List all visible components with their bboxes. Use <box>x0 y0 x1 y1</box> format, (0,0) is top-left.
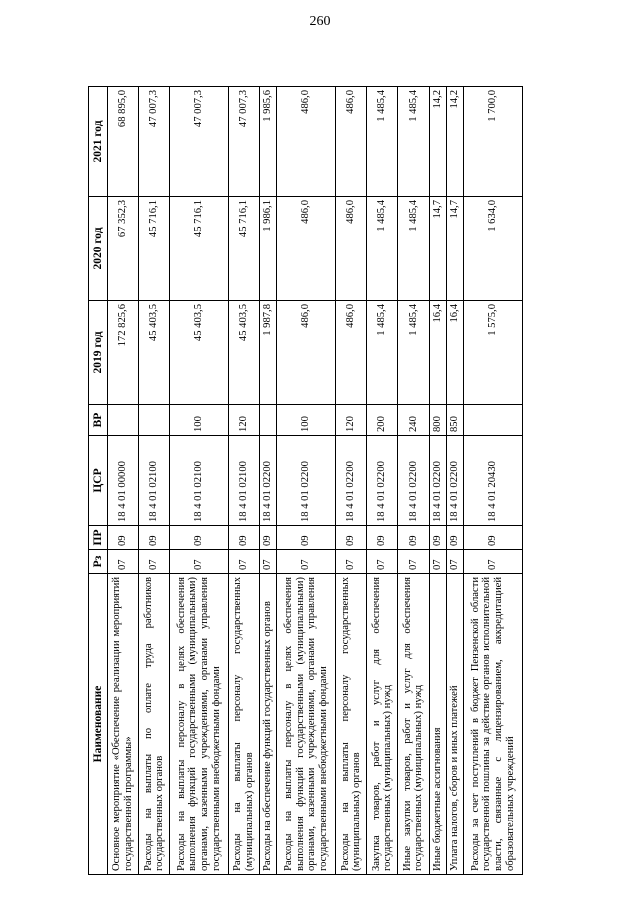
cell-name: Расходы на выплаты персоналу государственных (муниципальных) органов <box>336 574 367 875</box>
cell-y2020: 1 634,0 <box>464 197 523 301</box>
cell-name: Иные закупки товаров, работ и услуг для обеспечения государственных (муниципальных) нужд <box>398 574 429 875</box>
cell-csr: 18 4 01 02200 <box>260 436 277 526</box>
table-row <box>429 87 446 875</box>
col-header-pr: ПР <box>89 526 108 550</box>
cell-rz: 07 <box>260 550 277 574</box>
cell-y2021: 1 485,4 <box>367 87 398 197</box>
cell-pr: 09 <box>464 526 523 550</box>
cell-vr: 120 <box>228 405 259 436</box>
table-row <box>367 87 398 875</box>
col-header-rz: Рз <box>89 550 108 574</box>
cell-name: Расходы на выплаты персоналу в целях обеспечения выполнения функций государственными (муниципальными) органами, казенными учреждениями, органами управления государственными внебюджетными фондами <box>170 574 229 875</box>
cell-csr: 18 4 01 00000 <box>108 436 139 526</box>
cell-rz: 07 <box>398 550 429 574</box>
cell-y2020: 45 716,1 <box>228 197 259 301</box>
rotated-table-container <box>88 87 523 875</box>
cell-y2020: 14,7 <box>446 197 463 301</box>
cell-y2021: 47 007,3 <box>170 87 229 197</box>
cell-rz: 07 <box>336 550 367 574</box>
cell-pr: 09 <box>139 526 170 550</box>
cell-pr: 09 <box>170 526 229 550</box>
cell-y2019: 486,0 <box>336 301 367 405</box>
cell-csr: 18 4 01 20430 <box>464 436 523 526</box>
cell-pr: 09 <box>277 526 336 550</box>
cell-y2021: 68 895,0 <box>108 87 139 197</box>
cell-y2019: 1 987,8 <box>260 301 277 405</box>
cell-y2019: 1 485,4 <box>398 301 429 405</box>
cell-y2020: 14,7 <box>429 197 446 301</box>
cell-csr: 18 4 01 02100 <box>170 436 229 526</box>
col-header-2021: 2021 год <box>89 87 108 197</box>
cell-vr <box>139 405 170 436</box>
cell-y2021: 47 007,3 <box>139 87 170 197</box>
table-row <box>228 87 259 875</box>
cell-y2020: 1 485,4 <box>398 197 429 301</box>
cell-name: Расходы на выплаты по оплате труда работников государственных органов <box>139 574 170 875</box>
cell-pr: 09 <box>367 526 398 550</box>
cell-pr: 09 <box>108 526 139 550</box>
cell-y2019: 16,4 <box>429 301 446 405</box>
cell-csr: 18 4 01 02200 <box>446 436 463 526</box>
cell-rz: 07 <box>170 550 229 574</box>
cell-vr: 200 <box>367 405 398 436</box>
table-row <box>139 87 170 875</box>
cell-rz: 07 <box>367 550 398 574</box>
cell-y2019: 45 403,5 <box>170 301 229 405</box>
cell-y2019: 172 825,6 <box>108 301 139 405</box>
cell-rz: 07 <box>429 550 446 574</box>
cell-pr: 09 <box>429 526 446 550</box>
cell-vr: 800 <box>429 405 446 436</box>
table-row <box>170 87 229 875</box>
cell-pr: 09 <box>228 526 259 550</box>
cell-y2020: 486,0 <box>336 197 367 301</box>
cell-rz: 07 <box>108 550 139 574</box>
cell-csr: 18 4 01 02100 <box>139 436 170 526</box>
cell-y2020: 45 716,1 <box>170 197 229 301</box>
cell-vr <box>464 405 523 436</box>
col-header-2020: 2020 год <box>89 197 108 301</box>
cell-y2019: 1 485,4 <box>367 301 398 405</box>
cell-pr: 09 <box>446 526 463 550</box>
table-row <box>260 87 277 875</box>
cell-name: Расходы на обеспечение функций государственных органов <box>260 574 277 875</box>
cell-rz: 07 <box>228 550 259 574</box>
cell-name: Уплата налогов, сборов и иных платежей <box>446 574 463 875</box>
cell-name: Основное мероприятие «Обеспечение реализации мероприятий государственной программы» <box>108 574 139 875</box>
cell-y2021: 486,0 <box>336 87 367 197</box>
cell-csr: 18 4 01 02200 <box>336 436 367 526</box>
col-header-name: Наименование <box>89 574 108 875</box>
cell-csr: 18 4 01 02100 <box>228 436 259 526</box>
col-header-2019: 2019 год <box>89 301 108 405</box>
cell-rz: 07 <box>464 550 523 574</box>
cell-vr: 240 <box>398 405 429 436</box>
cell-pr: 09 <box>336 526 367 550</box>
cell-csr: 18 4 01 02200 <box>429 436 446 526</box>
cell-name: Расходы на выплаты персоналу государственных (муниципальных) органов <box>228 574 259 875</box>
cell-csr: 18 4 01 02200 <box>367 436 398 526</box>
cell-y2021: 14,2 <box>446 87 463 197</box>
cell-y2021: 47 007,3 <box>228 87 259 197</box>
cell-vr: 100 <box>170 405 229 436</box>
cell-vr <box>260 405 277 436</box>
cell-y2019: 486,0 <box>277 301 336 405</box>
cell-name: Расходы за счет поступлений в бюджет Пензенской области государственной пошлины за действие органов исполнительной власти, связанные с лицензированием, аккредитацией образовательных учреждений <box>464 574 523 875</box>
rotated-table-wrapper <box>88 87 523 875</box>
cell-y2019: 1 575,0 <box>464 301 523 405</box>
cell-y2020: 1 485,4 <box>367 197 398 301</box>
col-header-vr: ВР <box>89 405 108 436</box>
table-header-row <box>89 87 108 875</box>
table-row <box>398 87 429 875</box>
cell-y2019: 45 403,5 <box>139 301 170 405</box>
page-number: 260 <box>309 14 331 29</box>
cell-name: Иные бюджетные ассигнования <box>429 574 446 875</box>
cell-csr: 18 4 01 02200 <box>277 436 336 526</box>
budget-table <box>88 86 523 875</box>
cell-y2021: 486,0 <box>277 87 336 197</box>
table-row <box>446 87 463 875</box>
cell-vr: 850 <box>446 405 463 436</box>
cell-y2021: 1 485,4 <box>398 87 429 197</box>
cell-rz: 07 <box>139 550 170 574</box>
cell-y2019: 45 403,5 <box>228 301 259 405</box>
cell-y2019: 16,4 <box>446 301 463 405</box>
cell-pr: 09 <box>398 526 429 550</box>
col-header-csr: ЦСР <box>89 436 108 526</box>
table-row <box>108 87 139 875</box>
cell-name: Расходы на выплаты персоналу в целях обеспечения выполнения функций государственными (муниципальными) органами, казенными учреждениями, органами управления государственными внебюджетными фондами <box>277 574 336 875</box>
cell-y2020: 67 352,3 <box>108 197 139 301</box>
cell-vr: 120 <box>336 405 367 436</box>
cell-y2021: 1 700,0 <box>464 87 523 197</box>
table-row <box>277 87 336 875</box>
table-row <box>336 87 367 875</box>
cell-rz: 07 <box>277 550 336 574</box>
cell-y2020: 45 716,1 <box>139 197 170 301</box>
cell-pr: 09 <box>260 526 277 550</box>
cell-y2021: 14,2 <box>429 87 446 197</box>
cell-vr <box>108 405 139 436</box>
cell-name: Закупка товаров, работ и услуг для обеспечения государственных (муниципальных) нужд <box>367 574 398 875</box>
cell-y2021: 1 985,6 <box>260 87 277 197</box>
cell-csr: 18 4 01 02200 <box>398 436 429 526</box>
cell-vr: 100 <box>277 405 336 436</box>
cell-rz: 07 <box>446 550 463 574</box>
cell-y2020: 486,0 <box>277 197 336 301</box>
table-row <box>464 87 523 875</box>
cell-y2020: 1 986,1 <box>260 197 277 301</box>
